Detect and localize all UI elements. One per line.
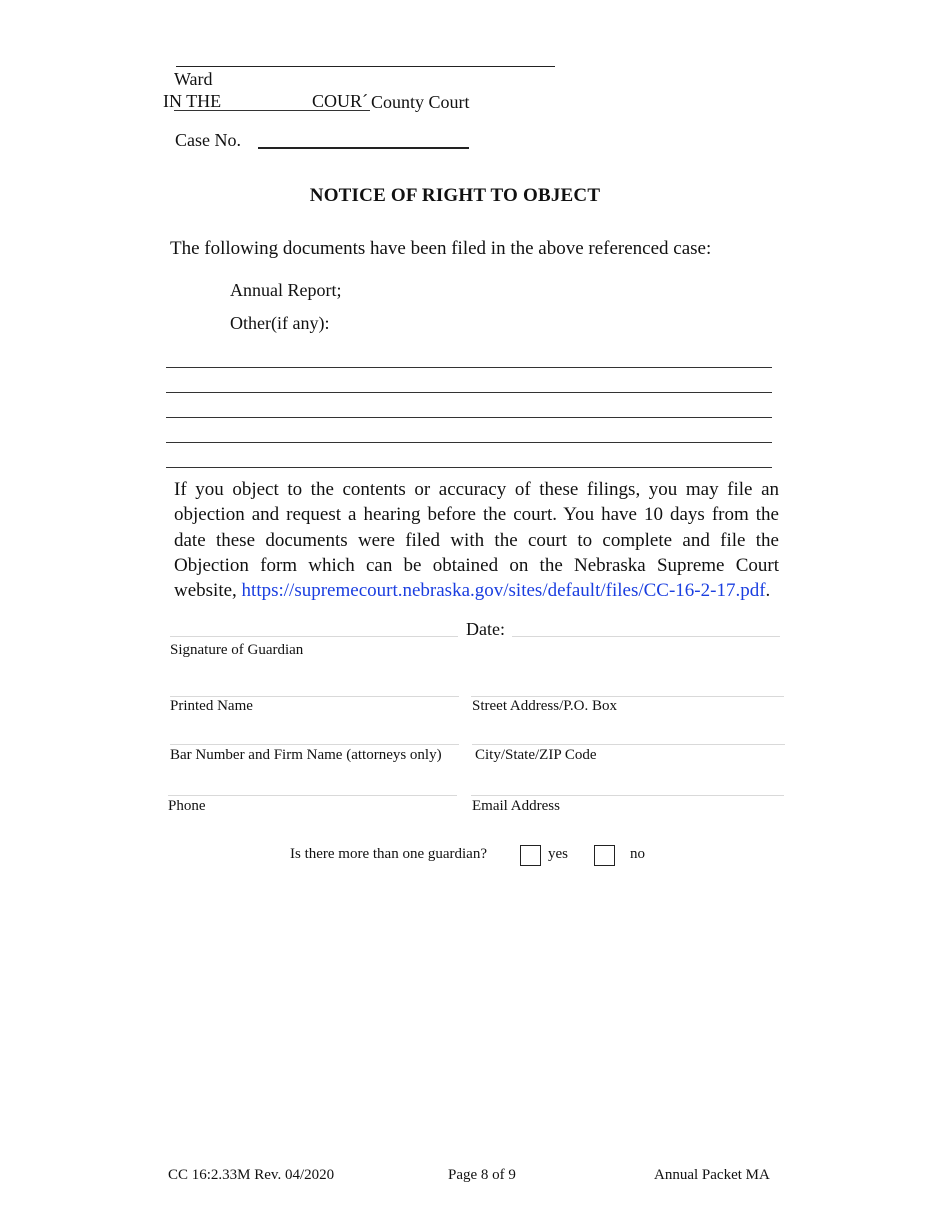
date-label: Date: [466, 619, 505, 639]
other-docs-line[interactable] [166, 417, 772, 418]
phone-label: Phone [168, 798, 206, 814]
bar-number-field[interactable] [170, 744, 459, 745]
printed-name-label: Printed Name [170, 698, 253, 714]
other-docs-line[interactable] [166, 367, 772, 368]
footer-packet-name: Annual Packet MA [654, 1167, 770, 1183]
phone-field[interactable] [168, 795, 457, 796]
street-address-label: Street Address/P.O. Box [472, 698, 618, 714]
county-selector[interactable]: COUR´ [312, 91, 369, 111]
objection-end: . [765, 580, 771, 602]
signature-field[interactable] [170, 636, 458, 637]
objection-form-link[interactable]: https://supremecourt.nebraska.gov/sites/default/files/CC-16-2-17.pdf [241, 580, 766, 602]
ward-name-line[interactable] [176, 66, 555, 67]
intro-text: The following documents have been filed in the above referenced case: [170, 238, 712, 259]
annual-report-item: Annual Report; [230, 280, 342, 300]
printed-name-field[interactable] [170, 696, 459, 697]
page-title: NOTICE OF RIGHT TO OBJECT [309, 185, 601, 206]
bar-number-label: Bar Number and Firm Name (attorneys only) [170, 747, 442, 763]
ward-label: Ward [174, 69, 213, 89]
footer-form-id: CC 16:2.33M Rev. 04/2020 [168, 1167, 335, 1183]
case-no-label: Case No. [175, 130, 241, 150]
date-field[interactable] [512, 636, 780, 637]
other-docs-line[interactable] [166, 442, 772, 443]
objection-text: If you object to the contents or accuracy of these filings, you may file an objection and request a hearing before the court. You have 10 days from the date these documents were filed with the court to complete and file the Objection form which can be obtained on the Nebraska Supreme Court website, [174, 479, 779, 602]
case-no-field[interactable] [258, 147, 469, 149]
no-checkbox[interactable] [594, 845, 615, 866]
no-label: no [630, 846, 645, 862]
more-than-one-guardian-question: Is there more than one guardian? [290, 846, 487, 862]
street-address-field[interactable] [471, 696, 784, 697]
yes-label: yes [548, 846, 568, 862]
signature-label: Signature of Guardian [170, 642, 304, 658]
yes-checkbox[interactable] [520, 845, 541, 866]
in-the-label: IN THE [163, 91, 222, 111]
other-docs-line[interactable] [166, 392, 772, 393]
other-label: Other(if any): [230, 313, 330, 333]
county-court-label: County Court [371, 92, 470, 112]
objection-paragraph [174, 477, 779, 603]
city-state-zip-label: City/State/ZIP Code [475, 747, 597, 763]
email-label: Email Address [472, 798, 560, 814]
email-field[interactable] [471, 795, 784, 796]
city-state-zip-field[interactable] [472, 744, 785, 745]
footer-page-number: Page 8 of 9 [448, 1167, 516, 1183]
other-docs-line[interactable] [166, 467, 772, 468]
